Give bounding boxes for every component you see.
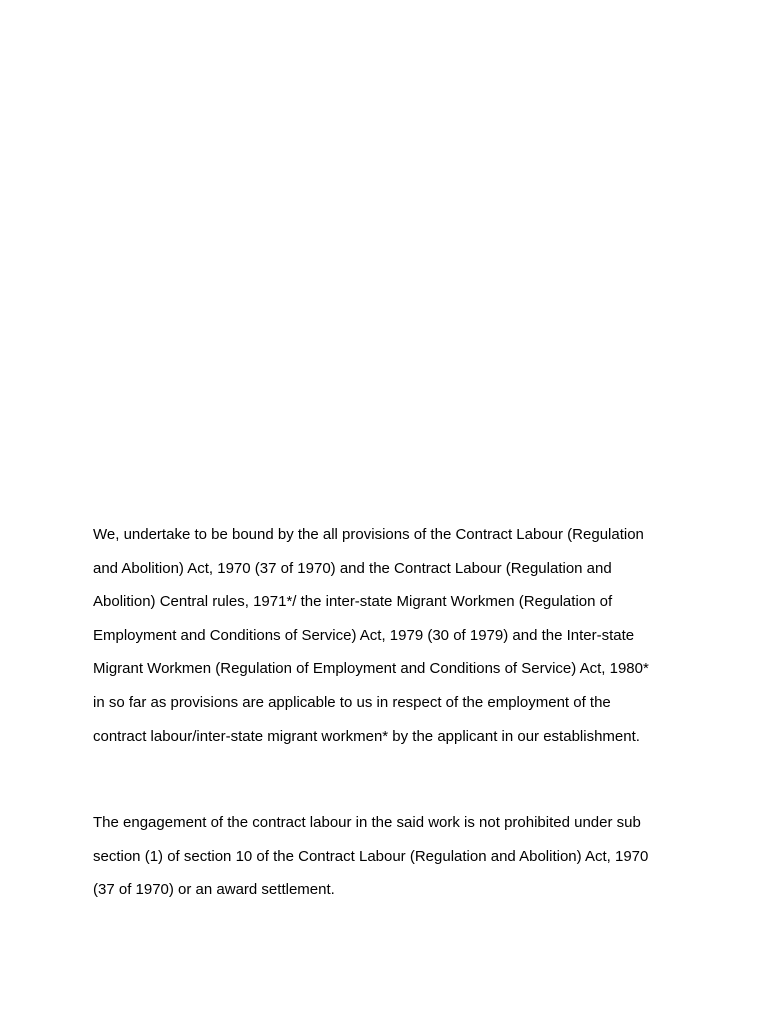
- paragraph-line: Migrant Workmen (Regulation of Employment and Conditions of Service) Act, 1980*: [93, 660, 649, 678]
- paragraph-line: We, undertake to be bound by the all provisions of the Contract Labour (Regulation: [93, 526, 644, 543]
- paragraph-line: (37 of 1970) or an award settlement.: [93, 881, 335, 899]
- engagement-paragraph: [93, 806, 693, 907]
- paragraph-line: Abolition) Central rules, 1971*/ the inter-state Migrant Workmen (Regulation of: [93, 593, 613, 611]
- paragraph-line: Employment and Conditions of Service) Act, 1979 (30 of 1979) and the Inter-state: [93, 626, 635, 644]
- undertaking-paragraph: [93, 518, 693, 753]
- paragraph-line: The engagement of the contract labour in the said work is not prohibited under sub: [93, 814, 641, 831]
- paragraph-line: in so far as provisions are applicable to us in respect of the employment of the: [93, 693, 611, 711]
- paragraph-line: and Abolition) Act, 1970 (37 of 1970) and the Contract Labour (Regulation and: [93, 559, 612, 577]
- paragraph-line: section (1) of section 10 of the Contract Labour (Regulation and Abolition) Act, 1970: [93, 847, 649, 865]
- paragraph-line: contract labour/inter-state migrant workmen* by the applicant in our establishment.: [93, 727, 640, 745]
